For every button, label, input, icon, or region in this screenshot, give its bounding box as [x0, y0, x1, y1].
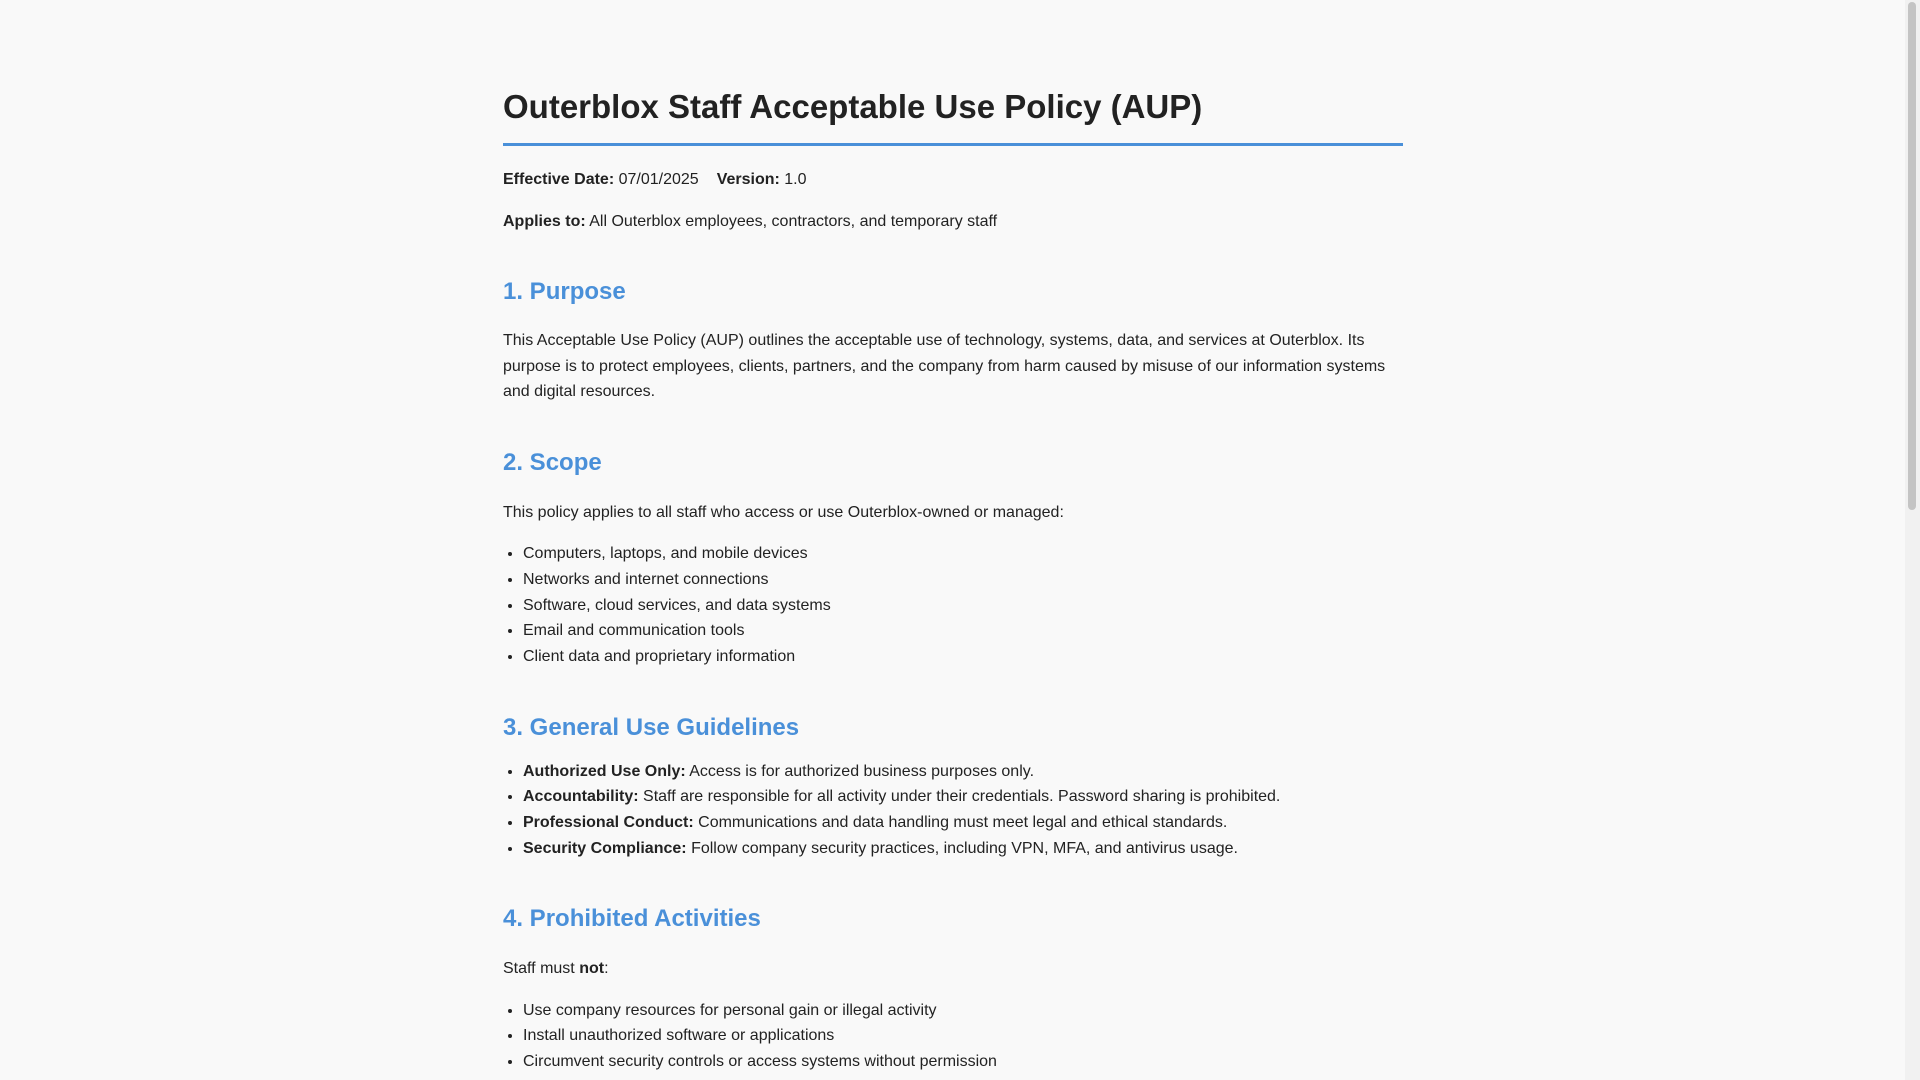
guideline-term: Security Compliance:: [523, 839, 687, 857]
scope-list: [503, 541, 1403, 670]
list-item: • Software, cloud services, and data systems: [523, 593, 1403, 619]
list-item: [523, 759, 1403, 785]
policy-document: [503, 66, 1403, 1075]
list-item: [523, 836, 1403, 862]
prohibited-intro-suffix: :: [604, 960, 609, 978]
effective-date-label: Effective Date:: [503, 170, 615, 188]
list-item: • Circumvent security controls or access systems without permission: [523, 1049, 1403, 1075]
purpose-body: This Acceptable Use Policy (AUP) outlines the acceptable use of technology, systems, data, and services at Outerblox. Its purpose is to protect employees, clients, partners, and the company from harm caused by misuse of our information systems and digital resources.: [503, 332, 1386, 401]
section-heading-prohibited: 4. Prohibited Activities: [503, 905, 761, 933]
section-heading-guidelines: 3. General Use Guidelines: [503, 713, 800, 741]
applies-value: All Outerblox employees, contractors, and temporary staff: [589, 212, 998, 230]
guideline-text: Staff are responsible for all activity under their credentials. Password sharing is prohibited.: [643, 788, 1281, 806]
guideline-term: Accountability:: [523, 788, 639, 806]
scope-intro: This policy applies to all staff who access or use Outerblox-owned or managed:: [503, 503, 1064, 521]
prohibited-intro: [503, 956, 1403, 982]
list-item: • Email and communication tools: [523, 618, 1403, 644]
list-item: • Install unauthorized software or applications: [523, 1023, 1403, 1049]
applies-label: Applies to:: [503, 212, 586, 230]
section-prohibited: [503, 905, 1403, 1074]
list-item: [523, 810, 1403, 836]
list-item: • Networks and internet connections: [523, 567, 1403, 593]
section-guidelines: [503, 714, 1403, 862]
version-label: Version:: [716, 170, 780, 188]
prohibited-intro-emphasis: not: [579, 960, 605, 978]
section-purpose: [503, 278, 1403, 405]
section-heading-scope: 2. Scope: [503, 448, 602, 476]
guideline-text: Communications and data handling must meet legal and ethical standards.: [698, 813, 1228, 831]
guideline-term: Authorized Use Only:: [523, 762, 686, 780]
page-title: Outerblox Staff Acceptable Use Policy (AUP): [503, 66, 1403, 146]
meta-line-date-version: [503, 168, 1403, 192]
guidelines-list: [503, 759, 1403, 862]
list-item: • Use company resources for personal gain or illegal activity: [523, 998, 1403, 1024]
guideline-text: Access is for authorized business purposes only.: [689, 762, 1035, 780]
version-value: 1.0: [784, 170, 807, 188]
section-scope: [503, 449, 1403, 670]
list-item: • Computers, laptops, and mobile devices: [523, 541, 1403, 567]
prohibited-intro-prefix: Staff must: [503, 960, 575, 978]
section-heading-purpose: 1. Purpose: [503, 277, 626, 305]
meta-line-applies: [503, 210, 1403, 234]
effective-date-value: 07/01/2025: [618, 170, 699, 188]
scrollbar-thumb[interactable]: [1908, 2, 1916, 510]
vertical-scrollbar[interactable]: [1905, 0, 1920, 1080]
list-item: • Client data and proprietary information: [523, 644, 1403, 670]
prohibited-list: [503, 998, 1403, 1075]
guideline-term: Professional Conduct:: [523, 813, 694, 831]
guideline-text: Follow company security practices, including VPN, MFA, and antivirus usage.: [691, 839, 1238, 857]
list-item: [523, 784, 1403, 810]
